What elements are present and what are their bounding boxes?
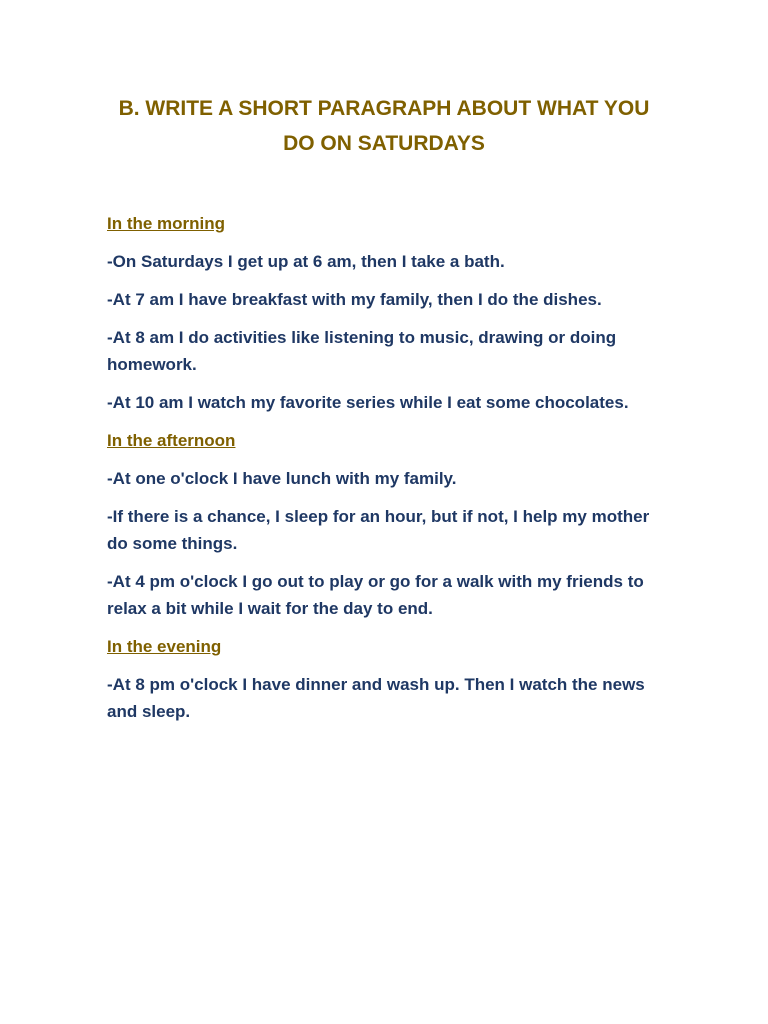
document-title-line-1: B. WRITE A SHORT PARAGRAPH ABOUT WHAT YOU bbox=[118, 97, 650, 120]
section-heading-afternoon: In the afternoon bbox=[107, 431, 236, 450]
paragraph: -At 8 am I do activities like listening to music, drawing or doing homework. bbox=[107, 328, 617, 374]
paragraph: -If there is a chance, I sleep for an hour, but if not, I help my mother do some things. bbox=[107, 507, 650, 553]
paragraph: -At one o'clock I have lunch with my family. bbox=[107, 469, 457, 488]
paragraph: -On Saturdays I get up at 6 am, then I take a bath. bbox=[107, 252, 505, 271]
paragraph: -At 7 am I have breakfast with my family, then I do the dishes. bbox=[107, 290, 602, 309]
section-heading-morning: In the morning bbox=[107, 214, 226, 233]
section-heading-evening: In the evening bbox=[107, 637, 222, 656]
paragraph: -At 4 pm o'clock I go out to play or go for a walk with my friends to relax a bit while I wait for the day to end. bbox=[107, 572, 644, 618]
document-body bbox=[107, 210, 667, 736]
document-title-line-2: DO ON SATURDAYS bbox=[283, 132, 485, 155]
paragraph: -At 8 pm o'clock I have dinner and wash up. Then I watch the news and sleep. bbox=[107, 675, 645, 721]
paragraph: -At 10 am I watch my favorite series while I eat some chocolates. bbox=[107, 393, 629, 412]
